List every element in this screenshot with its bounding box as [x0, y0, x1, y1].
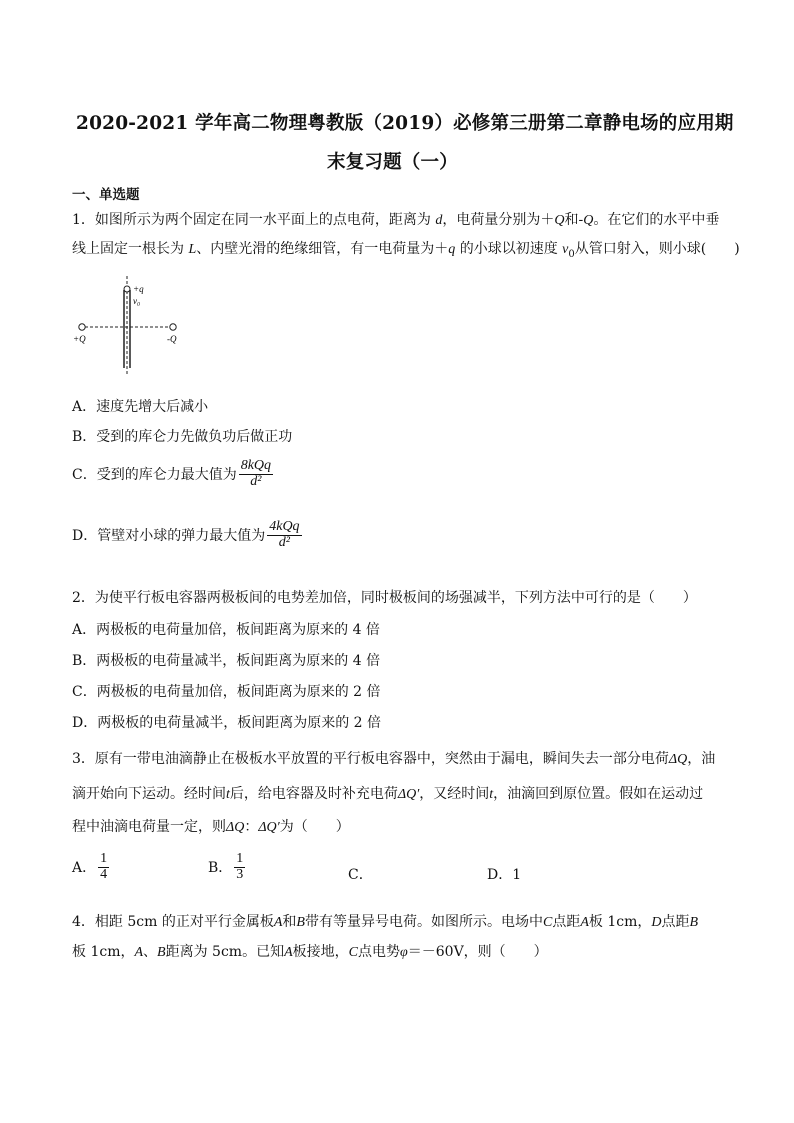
- q1-stem-line1: [72, 209, 719, 229]
- q1-label-left-charge: +Q: [73, 334, 86, 344]
- option-letter: B．: [72, 653, 97, 669]
- q1-var-v-subscript: 0: [568, 248, 575, 260]
- q1-stem-text: 和-: [564, 212, 584, 228]
- q4-stem-text: ＝－60V，则（ ）: [407, 944, 548, 960]
- option-letter: A．: [72, 622, 97, 638]
- q4-stem-text: 距离为 5cm。已知: [165, 944, 285, 960]
- fraction-denominator: d²: [278, 534, 290, 550]
- q1-var-q: q: [448, 242, 456, 257]
- q1-option-a: [72, 396, 208, 416]
- q2-stem: 2．为使平行板电容器两极板间的电势差加倍，同时极板间的场强减半，下列方法中可行的是（ ）: [72, 590, 697, 606]
- option-text: 1: [512, 867, 522, 883]
- q1-stem-line2: [72, 238, 740, 260]
- q3-option-a-fraction: [98, 852, 109, 882]
- q4-stem-text: 点距: [552, 914, 581, 930]
- option-letter: D．: [487, 867, 513, 883]
- option-text: 受到的库仑力最大值为: [96, 467, 237, 484]
- q3-stem-text: ，油滴回到原位置。假如在运动过: [493, 786, 704, 802]
- q4-stem-text: 点电势: [358, 944, 400, 960]
- q1-var-v: v: [562, 242, 569, 257]
- q1-label-plus-q: +q: [133, 284, 144, 294]
- q4-stem-line2: [72, 941, 548, 961]
- q4-var-A: A: [134, 945, 144, 960]
- option-letter: C．: [348, 867, 373, 883]
- option-text: 受到的库仑力先做负功后做正功: [96, 429, 293, 445]
- q3-stem-text: ：: [244, 819, 259, 835]
- q3-stem-text: 后，给电容器及时补充电荷: [229, 786, 398, 802]
- option-text: 速度先增大后减小: [96, 399, 209, 415]
- fraction-numerator: 1: [100, 851, 108, 866]
- q3-var-delta-Q: ΔQ: [668, 752, 688, 767]
- q4-var-D: D: [651, 915, 662, 930]
- q4-var-C: C: [542, 915, 553, 930]
- q3-stem-line2: [72, 783, 703, 803]
- q1-option-c: [72, 459, 275, 489]
- q4-stem-text: 和: [282, 914, 297, 930]
- option-letter: A．: [72, 399, 97, 415]
- q4-var-A: A: [580, 915, 589, 930]
- fraction-denominator: 3: [236, 866, 244, 882]
- q4-stem-text: 板接地，: [292, 944, 349, 960]
- section-heading: 一、单选题: [72, 187, 140, 203]
- option-text: 两极板的电荷量加倍，板间距离为原来的 2 倍: [96, 684, 381, 700]
- option-text: 两极板的电荷量加倍，板间距离为原来的 4 倍: [96, 622, 380, 638]
- fraction-denominator: d²: [250, 473, 262, 489]
- q3-option-b: [208, 852, 247, 882]
- option-text: 两极板的电荷量减半，板间距离为原来的 4 倍: [96, 653, 381, 669]
- q3-stem-text: ，又经时间: [419, 786, 490, 802]
- q1-charges-tube-figure: [70, 270, 190, 375]
- q1-option-d-fraction: [267, 520, 301, 550]
- q1-stem-text: 。在它们的水平中垂: [593, 212, 720, 228]
- q3-stem-line1: [72, 748, 715, 768]
- q4-stem-text: 点距: [661, 914, 690, 930]
- q3-option-d: [487, 864, 521, 884]
- q1-option-b: [72, 426, 292, 446]
- q4-var-B: B: [157, 945, 166, 960]
- q2-option-a: [72, 619, 380, 639]
- option-letter: C．: [72, 684, 97, 700]
- option-letter: C．: [72, 467, 97, 484]
- q3-stem-line3: [72, 816, 350, 836]
- q3-stem-text: ，油: [687, 751, 716, 767]
- q4-var-A: A: [284, 945, 293, 960]
- option-text: 两极板的电荷量减半，板间距离为原来的 2 倍: [97, 715, 382, 731]
- document-title-line1: 2020-2021 学年高二物理粤教版（2019）必修第三册第二章静电场的应用期: [76, 113, 734, 134]
- q3-stem-text: 程中油滴电荷量一定，则: [72, 819, 226, 835]
- q4-var-B: B: [296, 915, 305, 930]
- q4-var-B: B: [689, 915, 699, 930]
- q3-var-delta-Q-prime: ΔQ′: [258, 820, 280, 835]
- q2-option-b: [72, 650, 380, 670]
- q1-stem-text: 1．如图所示为两个固定在同一水平面上的点电荷，距离为: [72, 212, 436, 228]
- q4-stem-text: 、: [143, 944, 158, 960]
- q4-var-C: C: [348, 945, 358, 960]
- q1-label-v0: v₀: [133, 296, 141, 306]
- fraction-numerator: 1: [236, 851, 244, 866]
- fraction-numerator: 4kQq: [269, 519, 300, 534]
- option-text: 管壁对小球的弹力最大值为: [97, 528, 266, 545]
- document-title-line2: 末复习题（一）: [327, 152, 458, 173]
- q1-stem-text: 、内壁光滑的绝缘细管，有一电荷量为＋: [196, 241, 449, 257]
- q2-option-c: [72, 681, 381, 701]
- q1-stem-text: ，电荷量分别为＋: [442, 212, 555, 228]
- q3-var-delta-Q-prime: ΔQ′: [397, 787, 420, 802]
- q3-var-t: t: [489, 787, 494, 802]
- q4-stem-text: 板 1cm，: [72, 944, 135, 960]
- option-letter: D．: [72, 528, 98, 545]
- fraction-numerator: 8kQq: [240, 458, 272, 473]
- q3-stem-text: 滴开始向下运动。经时间: [72, 786, 226, 802]
- q4-var-A: A: [273, 915, 283, 930]
- q1-var-Q: Q: [554, 213, 565, 228]
- q3-stem-text: 3．原有一带电油滴静止在极板水平放置的平行板电容器中，突然由于漏电，瞬间失去一部分电荷: [72, 751, 669, 767]
- q1-label-right-charge: -Q: [167, 334, 177, 344]
- q3-var-t: t: [226, 787, 230, 802]
- q4-stem-line1: [72, 911, 698, 931]
- q4-stem-text: 板 1cm，: [588, 914, 652, 930]
- q3-option-b-fraction: [234, 852, 245, 882]
- q2-option-d: [72, 712, 381, 732]
- q4-var-phi: φ: [400, 945, 408, 960]
- q1-option-d: [72, 520, 304, 550]
- option-letter: D．: [72, 715, 98, 731]
- q1-stem-text: 线上固定一根长为: [72, 241, 189, 257]
- q1-ball: [124, 286, 130, 292]
- q4-stem-text: 带有等量异号电荷。如图所示。电场中: [304, 914, 543, 930]
- q1-stem-text: 的小球以初速度: [455, 241, 563, 257]
- q1-var-d: d: [435, 213, 443, 228]
- q1-var-L: L: [188, 242, 197, 257]
- q3-stem-text: 为（ ）: [279, 819, 350, 835]
- q3-var-delta-Q: ΔQ: [226, 820, 245, 835]
- q1-left-charge: [79, 324, 85, 330]
- fraction-denominator: 4: [100, 866, 108, 882]
- option-letter: B．: [72, 429, 97, 445]
- q1-option-c-fraction: [239, 459, 273, 489]
- option-letter: A．: [72, 860, 97, 877]
- q3-option-c: [348, 864, 373, 884]
- option-letter: B．: [208, 860, 233, 877]
- q4-stem-text: 4．相距 5cm 的正对平行金属板: [72, 914, 274, 930]
- q1-right-charge: [170, 324, 176, 330]
- q1-var-Q: Q: [583, 213, 594, 228]
- q3-option-a: [72, 852, 111, 882]
- q1-stem-text: 从管口射入，则小球( ): [574, 241, 740, 257]
